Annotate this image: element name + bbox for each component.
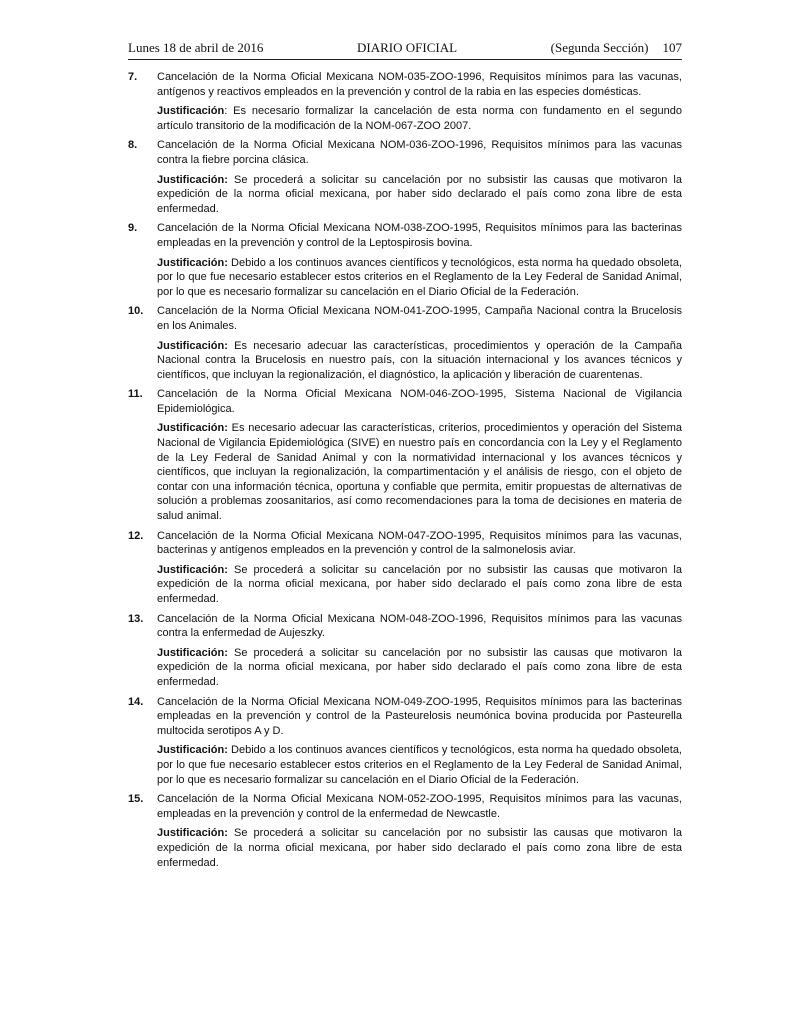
item-number: 10. [128, 305, 144, 318]
justification-text: Es necesario adecuar las características, procedimientos y operación de la Campaña Nacional contra la Brucelosis en nuestro país, con la situación internacional y los avances técnicos y científicos, que incluyan la regionalización, el diagnóstico, la aplicación y liberación de cuarentenas. [157, 339, 682, 381]
list-item [128, 70, 682, 133]
item-number: 7. [128, 71, 138, 83]
justification-label: Justificación: [157, 173, 228, 186]
header-section: (Segunda Sección) [550, 40, 649, 55]
header-page-number: 107 [662, 40, 682, 55]
list-item [128, 695, 682, 788]
list-item [128, 221, 682, 299]
item-justification [157, 826, 682, 870]
justification-text: Se procederá a solicitar su cancelación por no subsistir las causas que motivaron la expedición de la norma oficial mexicana, por haber sido declarado el país como zona libre de esta enfermedad. [157, 827, 682, 869]
list-item [128, 138, 682, 216]
list-item [128, 612, 682, 690]
item-title: Cancelación de la Norma Oficial Mexicana NOM-036-ZOO-1996, Requisitos mínimos para las vacunas contra la fiebre porcina clásica. [157, 139, 682, 166]
item-justification [157, 743, 682, 787]
item-justification [157, 339, 682, 383]
header-right [551, 40, 682, 56]
item-justification [157, 256, 682, 300]
justification-label: Justificación: [157, 256, 228, 269]
list-item [128, 387, 682, 523]
item-number: 9. [128, 222, 138, 235]
list-item [128, 529, 682, 607]
justification-text: Debido a los continuos avances científicos y tecnológicos, esta norma ha quedado obsoleta, por lo que fue necesario establecer estos criterios en el Reglamento de la Ley Federal de Sanidad Animal, por lo que es necesario formalizar su cancelación en el Diario Oficial de la Federación. [157, 744, 682, 786]
item-list [128, 70, 682, 870]
item-body [157, 138, 682, 216]
justification-text: Se procederá a solicitar su cancelación por no subsistir las causas que motivaron la expedición de la norma oficial mexicana, por haber sido declarado el país como zona libre de esta enfermedad. [157, 646, 682, 688]
justification-label: Justificación: [157, 563, 228, 576]
item-title: Cancelación de la Norma Oficial Mexicana NOM-046-ZOO-1995, Sistema Nacional de Vigilancia Epidemiológica. [157, 388, 682, 415]
item-title: Cancelación de la Norma Oficial Mexicana NOM-048-ZOO-1996, Requisitos mínimos para las vacunas contra la enfermedad de Aujeszky. [157, 612, 682, 640]
item-title: Cancelación de la Norma Oficial Mexicana NOM-052-ZOO-1995, Requisitos mínimos para las vacunas, empleadas en la prevención y control de la enfermedad de Newcastle. [157, 793, 682, 820]
justification-text: Debido a los continuos avances científicos y tecnológicos, esta norma ha quedado obsoleta, por lo que fue necesario establecer estos criterios en el Reglamento de la Ley Federal de Sanidad Animal, por lo que es necesario formalizar su cancelación en el Diario Oficial de la Federación. [157, 256, 682, 298]
item-justification [157, 173, 682, 217]
item-title: Cancelación de la Norma Oficial Mexicana NOM-038-ZOO-1995, Requisitos mínimos para las bacterinas empleadas en la prevención y control de la Leptospirosis bovina. [157, 222, 682, 249]
item-body [157, 304, 682, 382]
item-number: 13. [128, 612, 144, 625]
justification-label: Justificación: [157, 422, 228, 435]
item-title: Cancelación de la Norma Oficial Mexicana NOM-049-ZOO-1995, Requisitos mínimos para las bacterinas empleadas en la prevención y control de la Pasteurelosis neumónica bovina producida por Pasteurella multocida serotipos A y D. [157, 695, 682, 737]
list-item [128, 792, 682, 870]
item-number: 15. [128, 793, 144, 806]
item-body [157, 695, 682, 788]
document-page [128, 40, 682, 875]
item-number: 11. [128, 388, 143, 401]
item-body [157, 70, 682, 133]
justification-text: Es necesario adecuar las características, criterios, procedimientos y operación del Sistema Nacional de Vigilancia Epidemiológica (SIVE) en nuestro país en concordancia con la Ley y el Reglamento de la Ley Federal de Sanidad Animal y con la normatividad internacional y los avances técnicos y científicos, que incluyan la regionalización, la compartimentación y el análisis de riesgo, con el objeto de contar con una información técnica, oportuna y confiable que permita, emitir propuestas de alternativas de solución a problemas zoosanitarios, así como recomendaciones para la toma de decisiones en materia de salud animal. [157, 422, 682, 523]
item-justification [157, 563, 682, 607]
item-body [157, 387, 682, 523]
item-body [157, 529, 682, 607]
item-title: Cancelación de la Norma Oficial Mexicana NOM-047-ZOO-1995, Requisitos mínimos para las vacunas, bacterinas y antígenos empleados en la prevención y control de la salmonelosis aviar. [157, 529, 682, 557]
item-body [157, 792, 682, 870]
justification-text: : Es necesario formalizar la cancelación de esta norma con fundamento en el segundo artículo transitorio de la modificación de la NOM-067-ZOO 2007. [157, 105, 682, 132]
list-item [128, 304, 682, 382]
justification-label: Justificación: [157, 339, 228, 352]
item-justification [157, 421, 682, 523]
justification-text: Se procederá a solicitar su cancelación por no subsistir las causas que motivaron la expedición de la norma oficial mexicana, por haber sido declarado el país como zona libre de esta enfermedad. [157, 563, 682, 605]
item-title: Cancelación de la Norma Oficial Mexicana NOM-035-ZOO-1996, Requisitos mínimos para las vacunas, antígenos y reactivos empleados en la prevención y control de la rabia en las especies domésticas. [157, 71, 682, 98]
justification-label: Justificación: [157, 827, 228, 840]
justification-label: Justificación: [157, 646, 228, 659]
item-title: Cancelación de la Norma Oficial Mexicana NOM-041-ZOO-1995, Campaña Nacional contra la Brucelosis en los Animales. [157, 305, 682, 332]
item-body [157, 612, 682, 690]
item-number: 14. [128, 695, 144, 708]
page-header [128, 40, 682, 60]
header-date: Lunes 18 de abril de 2016 [128, 40, 264, 55]
justification-label: Justificación [157, 105, 225, 118]
item-number: 12. [128, 529, 144, 542]
justification-text: Se procederá a solicitar su cancelación por no subsistir las causas que motivaron la expedición de la norma oficial mexicana, por haber sido declarado el país como zona libre de esta enfermedad. [157, 173, 682, 215]
justification-label: Justificación: [157, 744, 228, 757]
item-justification [157, 646, 682, 690]
header-title: DIARIO OFICIAL [357, 40, 458, 55]
item-body [157, 221, 682, 299]
item-justification [157, 104, 682, 133]
item-number: 8. [128, 139, 138, 152]
